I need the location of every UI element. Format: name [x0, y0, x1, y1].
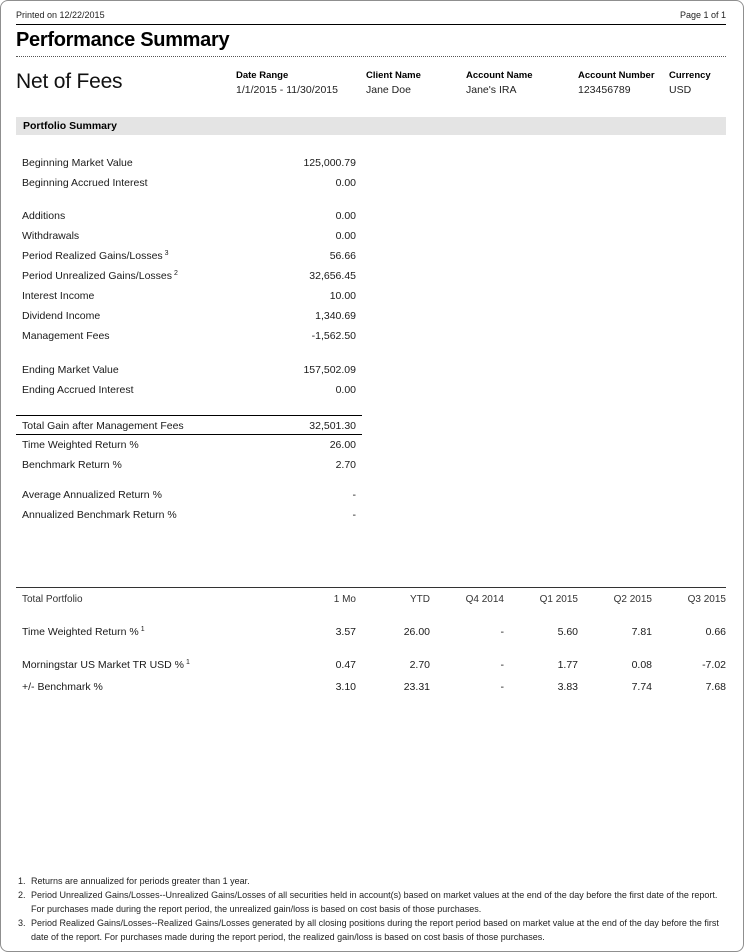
row-label: Total Gain after Management Fees	[22, 420, 184, 432]
footnote-ref: 3	[164, 249, 169, 257]
summary-row-additions	[16, 206, 362, 226]
row-value: 26.00	[329, 439, 356, 451]
footnote-number: 2.	[18, 890, 26, 900]
row-value: 2.70	[335, 459, 356, 471]
field-label: Account Number	[578, 70, 655, 81]
field-date-range	[236, 70, 366, 97]
summary-row-beginning-market-value	[16, 153, 362, 173]
title-block	[16, 29, 726, 57]
cell-value: 3.10	[335, 681, 356, 693]
report-header	[16, 70, 726, 97]
row-label: Beginning Accrued Interest	[22, 177, 148, 189]
footnote-2	[18, 888, 726, 916]
column-header: YTD	[410, 594, 430, 605]
footnote-ref: 1	[140, 625, 145, 633]
row-value: 32,656.45	[309, 270, 356, 282]
row-label: Ending Market Value	[22, 364, 119, 376]
column-header: Q4 2014	[465, 594, 504, 605]
field-value: USD	[669, 84, 692, 96]
field-label: Currency	[669, 70, 711, 81]
field-client-name	[366, 70, 466, 97]
row-value: 0.00	[335, 210, 356, 222]
column-header: Q3 2015	[687, 594, 726, 605]
cell-value: 3.83	[557, 681, 578, 693]
footnote-number: 1.	[18, 876, 26, 886]
header-rule	[16, 24, 726, 25]
footnote-3	[18, 916, 726, 944]
cell-value: -7.02	[702, 659, 726, 671]
cell-value: -	[500, 681, 504, 693]
cell-value: 23.31	[403, 681, 430, 693]
footnote-text: Period Unrealized Gains/Losses--Unrealized Gains/Losses of all securities held in account(s) based on market values at the end of the day before the first date of the report. For purchases made during the report period, the unrealized gain/loss is based on cost basis of those purchases.	[31, 890, 718, 914]
page-title: Performance Summary	[16, 29, 230, 51]
cell-value: -	[500, 659, 504, 671]
field-label: Date Range	[236, 70, 289, 81]
field-value: 1/1/2015 - 11/30/2015	[236, 84, 338, 96]
row-label: Annualized Benchmark Return %	[22, 509, 177, 521]
summary-row-period-realized-gains	[16, 246, 362, 266]
cell-value: 3.57	[335, 626, 356, 638]
row-label: Withdrawals	[22, 230, 80, 242]
row-label: Management Fees	[22, 330, 110, 342]
row-label: Ending Accrued Interest	[22, 384, 134, 396]
field-currency	[669, 70, 711, 97]
row-label: Additions	[22, 210, 66, 222]
summary-row-period-unrealized-gains	[16, 266, 362, 286]
printed-on-text: Printed on 12/22/2015	[16, 10, 105, 20]
cell-value: 7.74	[631, 681, 652, 693]
summary-row-withdrawals	[16, 226, 362, 246]
returns-table-header	[16, 588, 726, 607]
row-value: 0.00	[335, 177, 356, 189]
row-label: Period Unrealized Gains/Losses $^2$	[22, 269, 178, 282]
summary-row-total-gain	[16, 415, 362, 435]
field-label: Account Name	[466, 70, 533, 81]
field-account-name	[466, 70, 578, 97]
field-value: Jane Doe	[366, 84, 411, 96]
summary-row-average-annualized-return	[16, 485, 362, 505]
cell-value: 26.00	[403, 626, 430, 638]
footnote-1	[18, 874, 726, 888]
row-label: Interest Income	[22, 290, 95, 302]
column-header: 1 Mo	[333, 594, 356, 605]
summary-row-benchmark-return	[16, 455, 362, 475]
page-indicator: Page 1 of 1	[679, 10, 726, 20]
row-value: 10.00	[329, 290, 356, 302]
field-account-number	[578, 70, 669, 97]
row-value: -1,562.50	[311, 330, 356, 342]
row-label: Time Weighted Return %	[22, 439, 139, 451]
footnotes	[18, 874, 726, 944]
quarterly-returns-table	[16, 587, 726, 697]
row-label: Average Annualized Return %	[22, 489, 162, 501]
footnote-number: 3.	[18, 918, 26, 928]
column-header: Total Portfolio	[22, 594, 83, 605]
summary-row-management-fees	[16, 326, 362, 346]
cell-value: 2.70	[409, 659, 430, 671]
summary-row-dividend-income	[16, 306, 362, 326]
section-header-portfolio-summary	[16, 117, 726, 135]
column-header: Q1 2015	[539, 594, 578, 605]
section-title: Portfolio Summary	[23, 120, 117, 132]
row-value: -	[352, 509, 356, 521]
row-value: 0.00	[335, 230, 356, 242]
row-label: Benchmark Return %	[22, 459, 122, 471]
row-value: 56.66	[329, 250, 356, 262]
cell-value: 0.66	[705, 626, 726, 638]
row-label: Beginning Market Value	[22, 157, 133, 169]
column-header: Q2 2015	[613, 594, 652, 605]
field-label: Client Name	[366, 70, 421, 81]
returns-row-vs-benchmark	[16, 677, 726, 697]
row-value: 157,502.09	[303, 364, 356, 376]
returns-row-time-weighted	[16, 622, 726, 642]
returns-row-benchmark-index	[16, 655, 726, 675]
summary-row-beginning-accrued-interest	[16, 173, 362, 193]
row-label: Dividend Income	[22, 310, 101, 322]
row-value: 32,501.30	[309, 420, 356, 432]
portfolio-summary-table	[16, 153, 362, 525]
summary-row-time-weighted-return	[16, 435, 362, 455]
cell-value: 7.68	[705, 681, 726, 693]
row-label: Time Weighted Return % $^1$	[22, 625, 145, 638]
cell-value: 0.08	[631, 659, 652, 671]
summary-row-ending-market-value	[16, 360, 362, 380]
row-label: Morningstar US Market TR USD % $^1$	[22, 658, 190, 671]
footnote-ref: 2	[174, 269, 178, 277]
row-value: -	[352, 489, 356, 501]
row-label: Period Realized Gains/Losses $^3$	[22, 249, 169, 262]
field-value: 123456789	[578, 84, 631, 96]
cell-value: 1.77	[557, 659, 578, 671]
footnote-text: Period Realized Gains/Losses--Realized Gains/Losses generated by all closing positions during the report period based on market value at the end of the day before the first date of the report. For purchases made during the report period, the realized gain/loss is based on cost basis of those purchases.	[31, 918, 719, 942]
summary-row-interest-income	[16, 286, 362, 306]
row-value: 0.00	[335, 384, 356, 396]
cell-value: 5.60	[557, 626, 578, 638]
field-value: Jane's IRA	[466, 84, 517, 96]
cell-value: 0.47	[335, 659, 356, 671]
page-meta-row	[16, 1, 726, 21]
footnote-text: Returns are annualized for periods greater than 1 year.	[31, 876, 250, 886]
footnote-ref: 1	[186, 658, 190, 666]
cell-value: -	[500, 626, 504, 638]
row-value: 1,340.69	[315, 310, 356, 322]
summary-row-annualized-benchmark-return	[16, 505, 362, 525]
summary-row-ending-accrued-interest	[16, 380, 362, 400]
fee-basis-title: Net of Fees	[16, 70, 123, 93]
row-label: +/- Benchmark %	[22, 681, 103, 693]
row-value: 125,000.79	[303, 157, 356, 169]
cell-value: 7.81	[631, 626, 652, 638]
